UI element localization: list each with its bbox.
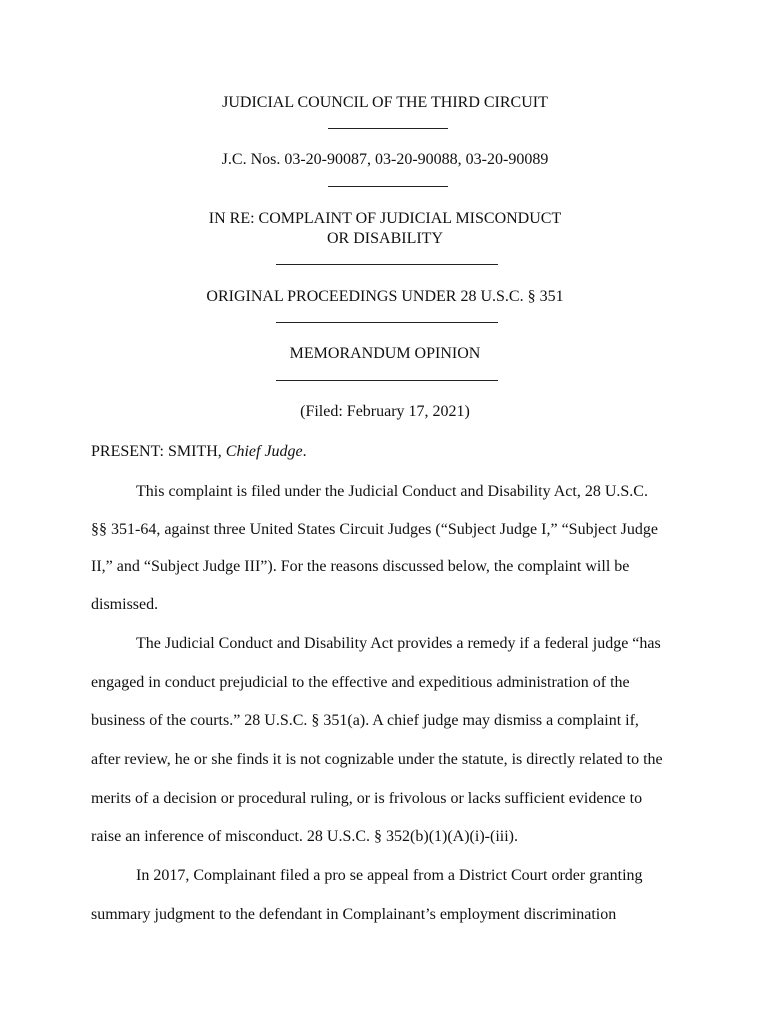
caption-line-1: IN RE: COMPLAINT OF JUDICIAL MISCONDUCT	[208, 210, 562, 227]
proceedings-divider	[276, 322, 498, 323]
type-divider	[276, 380, 498, 381]
document-type: MEMORANDUM OPINION	[289, 345, 481, 362]
body-line: The Judicial Conduct and Disability Act provides a remedy if a federal judge “has	[136, 635, 661, 652]
heading-divider	[328, 128, 448, 129]
body-line: §§ 351-64, against three United States Circuit Judges (“Subject Judge I,” “Subject Judge	[91, 521, 658, 538]
body-line: II,” and “Subject Judge III”). For the reasons discussed below, the complaint will be	[91, 558, 630, 575]
proceedings-line: ORIGINAL PROCEEDINGS UNDER 28 U.S.C. § 351	[206, 288, 564, 305]
present-suffix: .	[302, 443, 307, 460]
body-line: merits of a decision or procedural ruling, or is frivolous or lacks sufficient evidence to	[91, 790, 643, 807]
present-prefix: PRESENT: SMITH,	[91, 443, 226, 460]
body-line: dismissed.	[91, 596, 159, 613]
present-line	[91, 442, 307, 462]
body-line: engaged in conduct prejudicial to the effective and expeditious administration of the	[91, 674, 630, 691]
body-line: In 2017, Complainant filed a pro se appeal from a District Court order granting	[136, 867, 643, 884]
case-numbers: J.C. Nos. 03-20-90087, 03-20-90088, 03-20-90089	[221, 151, 549, 168]
filed-date: (Filed: February 17, 2021)	[300, 403, 470, 420]
body-line: after review, he or she finds it is not cognizable under the statute, is directly related to the	[91, 751, 663, 768]
court-heading: JUDICIAL COUNCIL OF THE THIRD CIRCUIT	[222, 94, 548, 111]
case-divider	[328, 186, 448, 187]
caption-divider	[276, 264, 498, 265]
body-line: This complaint is filed under the Judicial Conduct and Disability Act, 28 U.S.C.	[136, 483, 648, 500]
body-line: business of the courts.” 28 U.S.C. § 351(a). A chief judge may dismiss a complaint if,	[91, 712, 639, 729]
caption-line-2: OR DISABILITY	[327, 230, 443, 247]
body-line: summary judgment to the defendant in Complainant’s employment discrimination	[91, 906, 617, 923]
body-line: raise an inference of misconduct. 28 U.S.C. § 352(b)(1)(A)(i)-(iii).	[91, 828, 518, 845]
present-title: Chief Judge	[225, 443, 303, 460]
